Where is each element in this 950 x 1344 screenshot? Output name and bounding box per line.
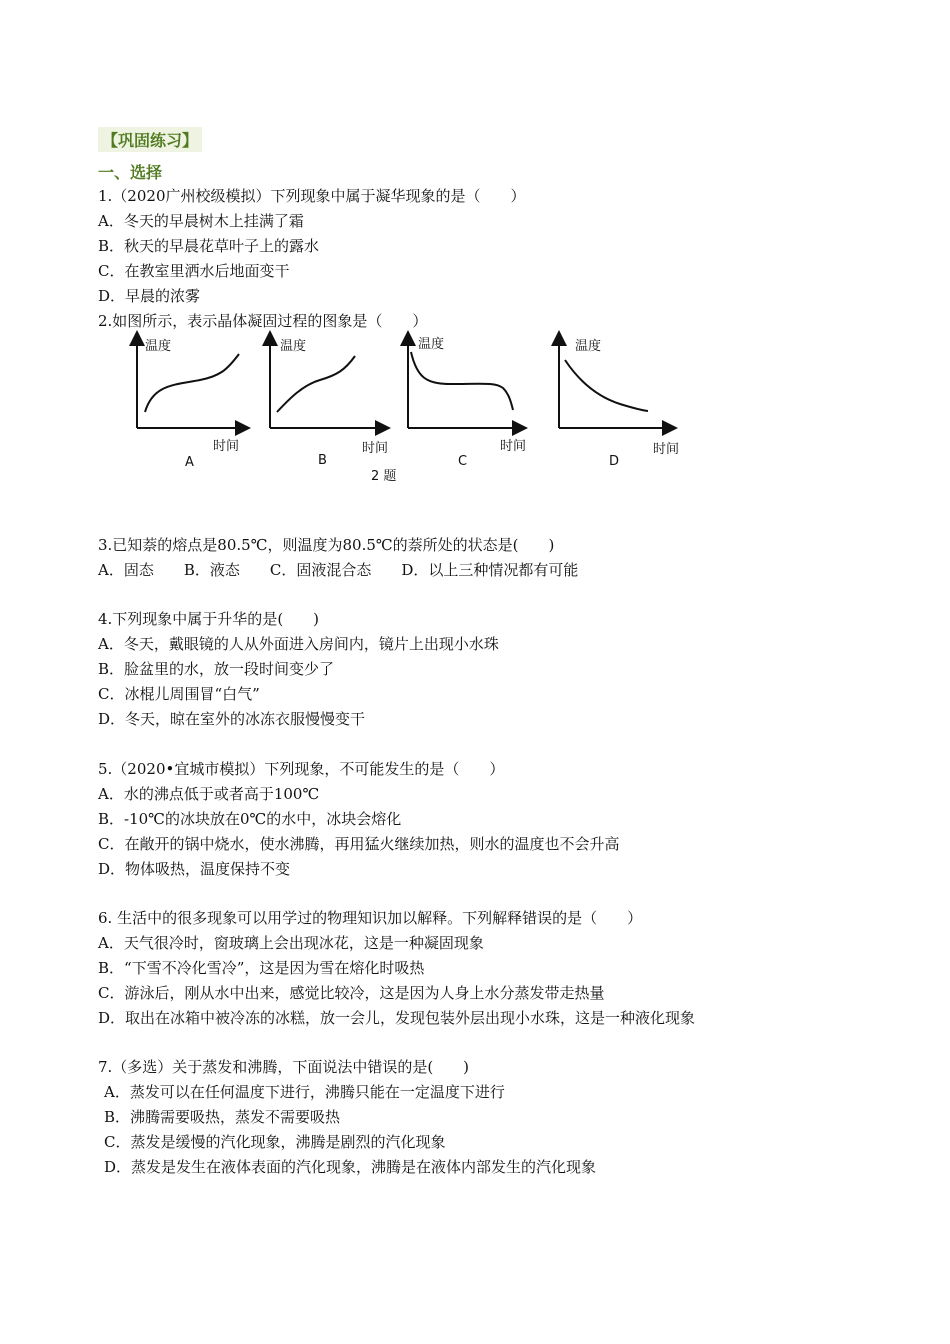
question-4-option-a: A．冬天，戴眼镜的人从外面进入房间内，镜片上出现小水珠 [98,635,499,653]
question-1-stem: 1.（2020广州校级模拟）下列现象中属于凝华现象的是（ ） [98,187,526,205]
x-axis-label-a: 时间 [213,439,240,454]
question-6-option-d: D．取出在冰箱中被冷冻的冰糕，放一会儿，发现包装外层出现小水珠，这是一种液化现象 [98,1009,696,1027]
question-1-option-b: B．秋天的早晨花草叶子上的露水 [98,237,320,255]
question-5-option-d: D．物体吸热，温度保持不变 [98,860,291,878]
question-7-option-a: A．蒸发可以在任何温度下进行，沸腾只能在一定温度下进行 [104,1083,505,1101]
x-axis-label-d: 时间 [653,442,680,457]
question-7-option-d: D．蒸发是发生在液体表面的汽化现象，沸腾是在液体内部发生的汽化现象 [104,1158,597,1176]
curve-b [277,356,355,412]
question-3-stem: 3.已知萘的熔点是80.5℃，则温度为80.5℃的萘所处的状态是( ) [98,536,555,554]
panel-label-b: B [318,453,327,468]
graph-panel-d [559,338,679,469]
y-axis-label-d: 温度 [575,339,602,354]
cooling-curves-figure [125,330,695,490]
question-4-stem: 4.下列现象中属于升华的是( ) [98,610,320,628]
x-axis-label-b: 时间 [362,441,389,456]
question-6-option-b: B．“下雪不冷化雪冷”，这是因为雪在熔化时吸热 [98,959,425,977]
curve-d [565,360,648,411]
question-3-options: A．固态 B．液态 C．固液混合态 D．以上三种情况都有可能 [98,561,579,579]
question-7-stem: 7.（多选）关于蒸发和沸腾，下面说法中错误的是( ) [98,1058,470,1076]
question-5-stem: 5.（2020•宜城市模拟）下列现象，不可能发生的是（ ） [98,760,505,778]
panel-label-d: D [609,454,620,469]
question-7-option-c: C．蒸发是缓慢的汽化现象，沸腾是剧烈的汽化现象 [104,1133,446,1151]
question-4-option-d: D．冬天，晾在室外的冰冻衣服慢慢变干 [98,710,366,728]
panel-label-a: A [185,455,194,470]
section-title: 一、选择 [98,163,163,182]
y-axis-label-b: 温度 [280,339,307,354]
question-1-option-a: A．冬天的早晨树木上挂满了霜 [98,212,304,230]
question-6-option-c: C．游泳后，刚从水中出来，感觉比较冷，这是因为人身上水分蒸发带走热量 [98,984,605,1002]
curve-c [411,352,513,410]
graph-panel-c [408,336,526,469]
question-1-option-c: C．在教室里洒水后地面变干 [98,262,290,280]
graph-panel-a [137,338,243,470]
x-axis-label-c: 时间 [500,439,527,454]
graph-panel-b [270,338,388,468]
curve-a [145,354,239,412]
page-header: 【巩固练习】 [98,127,202,152]
figure-caption: 2 题 [371,469,397,484]
question-5-option-c: C．在敞开的锅中烧水，使水沸腾，再用猛火继续加热，则水的温度也不会升高 [98,835,620,853]
question-6-option-a: A．天气很冷时，窗玻璃上会出现冰花，这是一种凝固现象 [98,934,484,952]
y-axis-label-c: 温度 [418,337,445,352]
question-5-option-a: A．水的沸点低于或者高于100℃ [98,785,320,803]
y-axis-label-a: 温度 [145,339,172,354]
panel-label-c: C [458,454,468,469]
question-5-option-b: B．-10℃的冰块放在0℃的水中，冰块会熔化 [98,810,402,828]
question-4-option-c: C．冰棍儿周围冒“白气” [98,685,260,703]
question-7-option-b: B．沸腾需要吸热，蒸发不需要吸热 [104,1108,341,1126]
question-4-option-b: B．脸盆里的水，放一段时间变少了 [98,660,335,678]
question-1-option-d: D．早晨的浓雾 [98,287,201,305]
question-6-stem: 6. 生活中的很多现象可以用学过的物理知识加以解释。下列解释错误的是（ ） [98,909,643,927]
question-2-stem: 2.如图所示，表示晶体凝固过程的图象是（ ） [98,312,428,330]
